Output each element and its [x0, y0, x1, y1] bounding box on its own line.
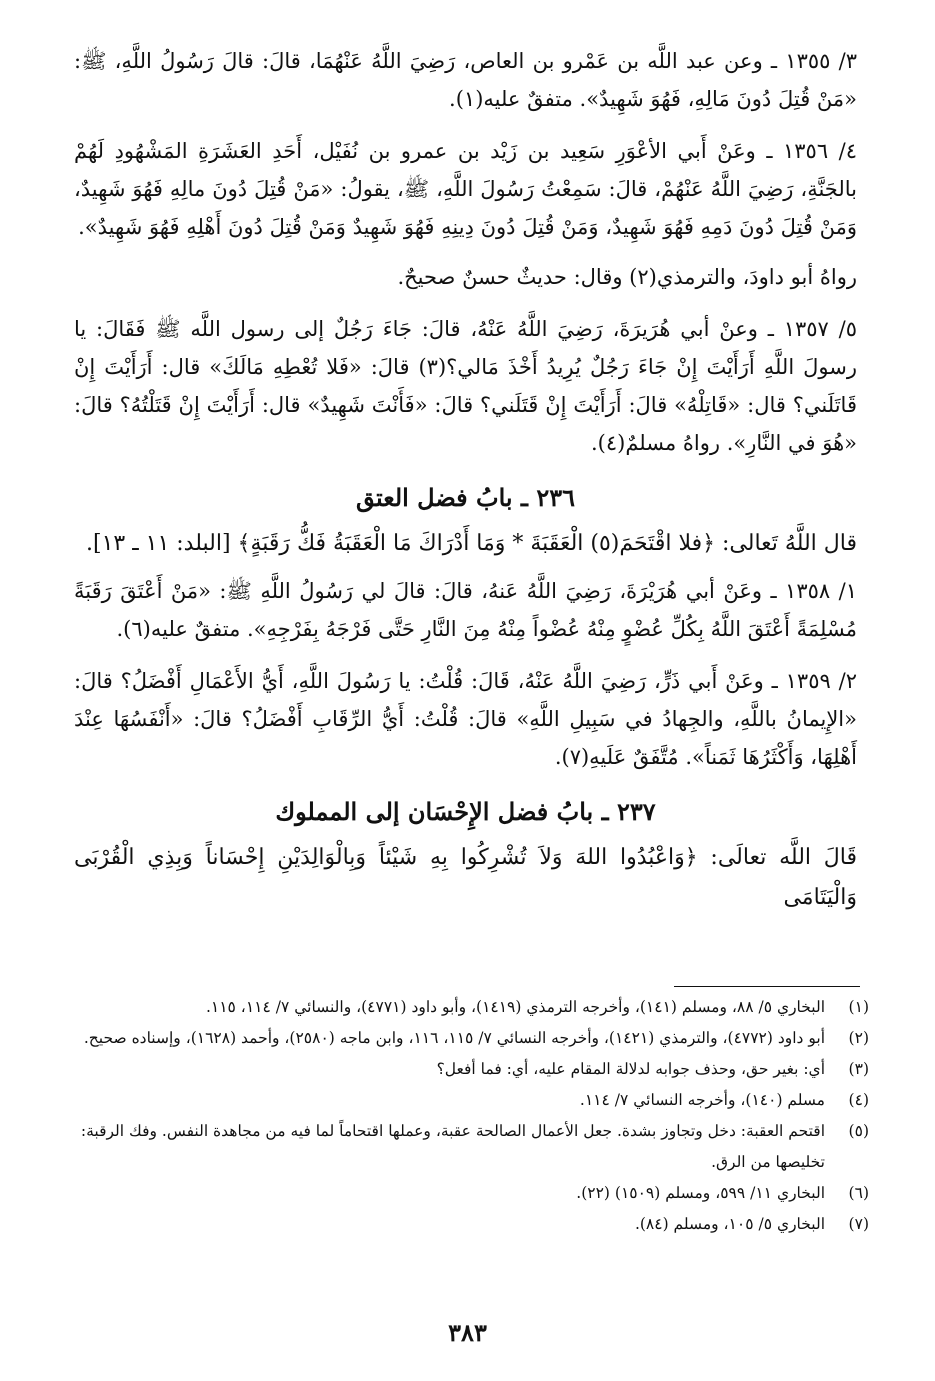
footnote-text: أي: بغير حق، وحذف جوابه لدلالة المقام عليه، أي: فما أفعل؟ [436, 1060, 825, 1078]
footnote-text: أبو داود (٤٧٧٢)، والترمذي (١٤٢١)، وأخرجه النسائي ٧/ ١١٥، ١١٦، وابن ماجه (٢٥٨٠)، وأحمد (١٦٢٨)، وإسناده صحيح. [83, 1029, 825, 1047]
chapter-heading-237: ٢٣٧ ـ بابُ فضل الإِحْسَان إلى المملوك [275, 797, 656, 826]
hadith-1358: ١/ ١٣٥٨ ـ وعَنْ أبي هُرَيْرَةَ، رَضِيَ اللَّهُ عَنهُ، قالَ: قالَ لي رَسُولُ اللَّهِ ﷺ: «مَنْ أَعْتَقَ رَقَبَةً مُسْلِمَةً أَعْتَقَ اللَّهُ بِكُلِّ عُضْوٍ مِنْهُ عُضْواً مِنْهُ مِنَ النَّارِ حَتَّى فَرْجَهُ بِفَرْجِهِ». متفقٌ عليه(٦). [74, 579, 857, 641]
footnote [74, 1209, 869, 1240]
footnote-number: (٦) [848, 1184, 869, 1202]
footnote [74, 1178, 869, 1209]
footnotes [74, 992, 869, 1240]
footnote-number: (٤) [848, 1091, 869, 1109]
chapter-heading-236: ٢٣٦ ـ بابُ فضل العتق [356, 483, 575, 512]
footnote-text: البخاري ٥/ ١٠٥، ومسلم (٨٤). [634, 1215, 825, 1233]
page-number: ٣٨٣ [448, 1318, 487, 1347]
footnote [74, 1085, 869, 1116]
hadith-1355: ٣/ ١٣٥٥ ـ وعن عبد اللَّه بن عَمْرو بن العاص، رَضِيَ اللَّهُ عَنْهُمَا، قالَ: قالَ رَسُولُ اللَّهِ، ﷺ: «مَنْ قُتِلَ دُونَ مَالِهِ، فَهُوَ شَهِيدٌ». متفقٌ عليه(١). [74, 49, 857, 111]
footnote-number: (١) [848, 998, 869, 1016]
main-text [74, 42, 857, 926]
hadith-1356-narration: رواهُ أبو داودَ، والترمذي(٢) وقال: حديثٌ حسنٌ صحيحٌ. [397, 265, 857, 289]
footnote-number: (٥) [848, 1122, 869, 1140]
footnote-number: (٣) [848, 1060, 869, 1078]
footnote-divider [674, 986, 860, 987]
footnote [74, 992, 869, 1023]
footnote [74, 1054, 869, 1085]
quran-verse-balad: قال اللَّهُ تَعالى: ﴿فلا اقْتَحَمَ(٥) الْعَقَبَةَ * وَمَا أَدْرَاكَ مَا الْعَقَبَةُ فَكُّ رَقَبَةٍ﴾ [البلد: ١١ ـ ١٣]. [85, 531, 857, 556]
footnote-text: البخاري ١١/ ٥٩٩، ومسلم (١٥٠٩) (٢٢). [576, 1184, 825, 1202]
footnote-text: مسلم (١٤٠)، وأخرجه النسائي ٧/ ١١٤. [579, 1091, 825, 1109]
footnote-text: اقتحم العقبة: دخل وتجاوز بشدة. جعل الأعمال الصالحة عقبة، وعملها اقتحاماً لما فيه من مجاهدة النفس. وفك الرقبة: تخليصها من الرق. [80, 1122, 825, 1171]
footnote [74, 1023, 869, 1054]
hadith-1359: ٢/ ١٣٥٩ ـ وعَنْ أَبي ذَرٍّ، رَضِيَ اللَّهُ عَنْهُ، قَالَ: قُلْتُ: يا رَسُولَ اللَّهِ، أَيُّ الأَعْمَالِ أَفْضَلُ؟ قالَ: «الإِيمانُ باللَّهِ، والجِهادُ في سَبِيلِ اللَّهِ» قالَ: قُلْتُ: أَيُّ الرِّقَابِ أَفْضَلُ؟ قالَ: «أَنْفَسُهَا عِنْدَ أَهْلِهَا، وَأَكْثَرُهَا ثَمَناً». مُتَّفَقٌ عَلَيهِ(٧). [74, 669, 857, 769]
footnote-text: البخاري ٥/ ٨٨، ومسلم (١٤١)، وأخرجه الترمذي (١٤١٩)، وأبو داود (٤٧٧١)، والنسائي ٧/ ١١٤، ١١٥. [205, 998, 825, 1016]
footnote-number: (٢) [848, 1029, 869, 1047]
hadith-1356: ٤/ ١٣٥٦ ـ وعَنْ أَبي الأعْوَرِ سَعِيد بن زَيْد بن عمرو بن نُفَيْل، أَحَدِ العَشَرَةِ المَشْهُودِ لَهُمْ بالجَنَّةِ، رَضِيَ اللَّهُ عَنْهُمْ، قالَ: سَمِعْتُ رَسُولَ اللَّهِ، ﷺ، يقولُ: «مَنْ قُتِلَ دُونَ مالِهِ فَهُوَ شَهِيدٌ، وَمَنْ قُتِلَ دُونَ دَمِهِ فَهُوَ شَهِيدٌ، وَمَنْ قُتِلَ دُونَ دِينِهِ فَهُوَ شَهِيدٌ وَمَنْ قُتِلَ دُونَ أَهْلِهِ فَهُوَ شَهِيدٌ». [74, 139, 857, 239]
quran-verse-nisa: قَالَ اللَّه تعالَى: ﴿وَاعْبُدُوا اللهَ وَلاَ تُشْرِكُوا بِهِ شَيْئاً وَبِالْوَالِدَيْنِ إِحْسَاناً وَبِذِي الْقُرْبَى وَالْيَتَامَى [74, 845, 857, 910]
hadith-1357: ٥/ ١٣٥٧ ـ وعنْ أبي هُرَيرَةَ، رَضِيَ اللَّهُ عَنْهُ، قالَ: جَاءَ رَجُلٌ إلى رسول اللَّه ﷺ فَقَالَ: يا رسولَ اللَّهِ أَرَأَيْتَ إِنْ جَاءَ رَجُلٌ يُرِيدُ أَخْذَ مَالي؟(٣) قالَ: «فَلا تُعْطِهِ مَالَكَ» قال: أَرَأَيْتَ إِنْ قَاتَلَني؟ قال: «قَاتِلْهُ» قالَ: أَرَأَيْتَ إِنْ قَتَلَني؟ قالَ: «فَأَنْتَ شَهِيدٌ» قال: أَرَأَيْتَ إِنْ قَتَلْتُهُ؟ قالَ: «هُوَ في النَّارِ». رواهُ مسلمٌ(٤). [74, 317, 857, 455]
footnote-number: (٧) [848, 1215, 869, 1233]
footnote [74, 1116, 869, 1178]
